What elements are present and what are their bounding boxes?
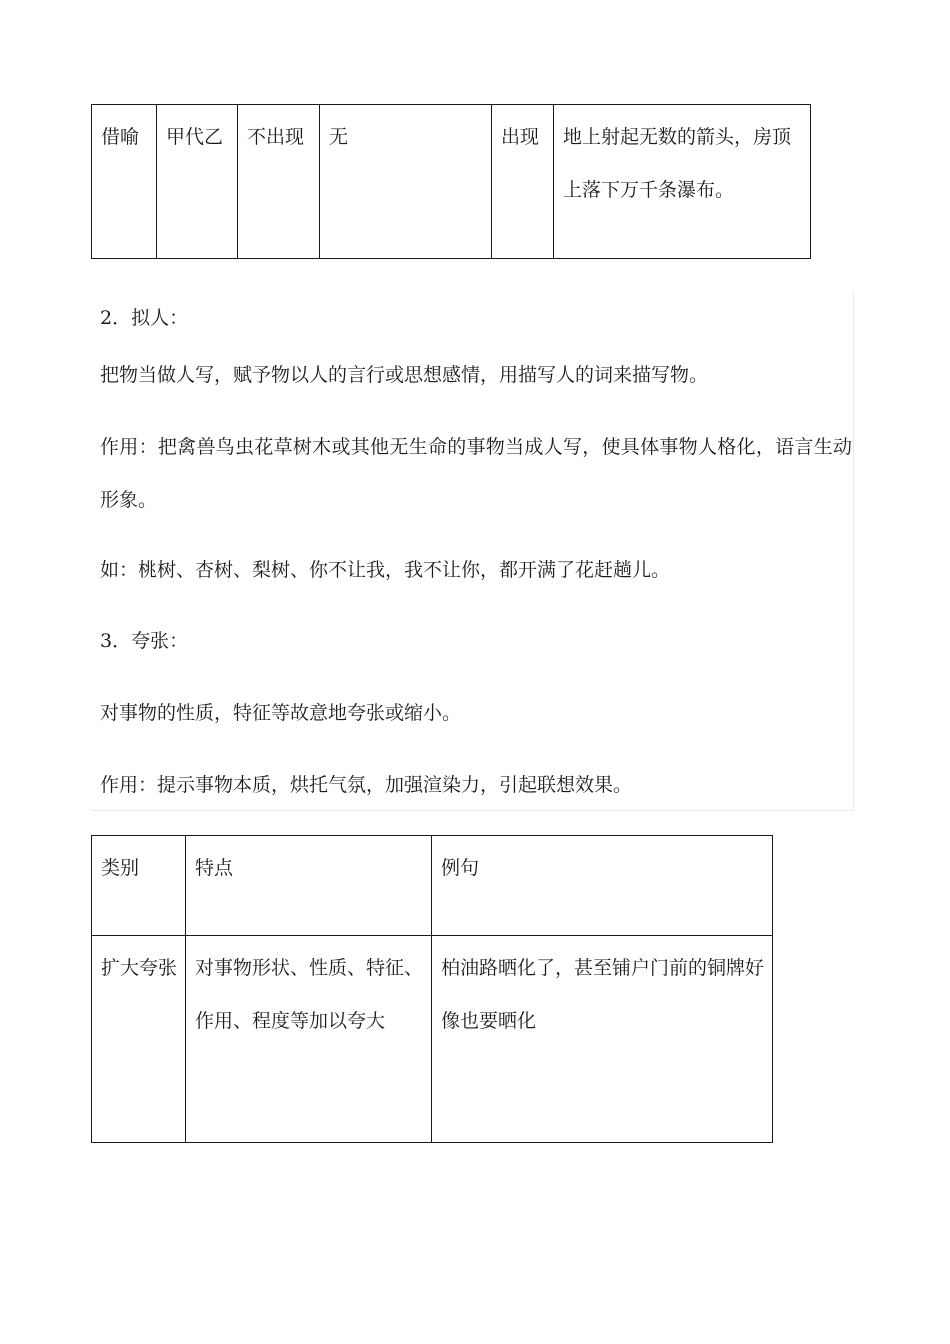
metaphor-type-table <box>91 104 811 259</box>
personification-definition: 把物当做人写，赋予物以人的言行或思想感情，用描写人的词来描写物。 <box>100 364 709 386</box>
table-header-row <box>92 836 773 936</box>
table-cell-tenor: 不出现 <box>238 105 320 259</box>
personification-example: 如：桃树、杏树、梨树、你不让我，我不让你，都开满了花赶趟儿。 <box>100 559 671 581</box>
table-header-example: 例句 <box>432 836 773 936</box>
hyperbole-definition: 对事物的性质，特征等故意地夸张或缩小。 <box>100 702 462 724</box>
hyperbole-effect: 作用：提示事物本质，烘托气氛，加强渲染力，引起联想效果。 <box>100 774 633 796</box>
table-row <box>92 105 811 259</box>
table-cell-feature: 对事物形状、性质、特征、作用、程度等加以夸大 <box>186 936 432 1143</box>
table-cell-marker: 无 <box>320 105 492 259</box>
personification-heading: 2．拟人： <box>100 307 189 329</box>
table-header-feature: 特点 <box>186 836 432 936</box>
rhetoric-section <box>91 292 854 811</box>
table-cell-example: 柏油路晒化了，甚至铺户门前的铜牌好像也要晒化 <box>432 936 773 1143</box>
hyperbole-type-table <box>91 835 773 1143</box>
table-cell-example: 地上射起无数的箭头，房顶上落下万千条瀑布。 <box>554 105 811 259</box>
hyperbole-heading: 3．夸张： <box>100 630 189 652</box>
table-cell-category: 扩大夸张 <box>92 936 186 1143</box>
table-header-category: 类别 <box>92 836 186 936</box>
table-row <box>92 936 773 1143</box>
table-cell-type: 借喻 <box>92 105 157 259</box>
personification-effect: 作用：把禽兽鸟虫花草树木或其他无生命的事物当成人写，使具体事物人格化，语言生动形象。 <box>100 436 852 511</box>
table-cell-vehicle: 出现 <box>492 105 554 259</box>
table-cell-form: 甲代乙 <box>157 105 238 259</box>
